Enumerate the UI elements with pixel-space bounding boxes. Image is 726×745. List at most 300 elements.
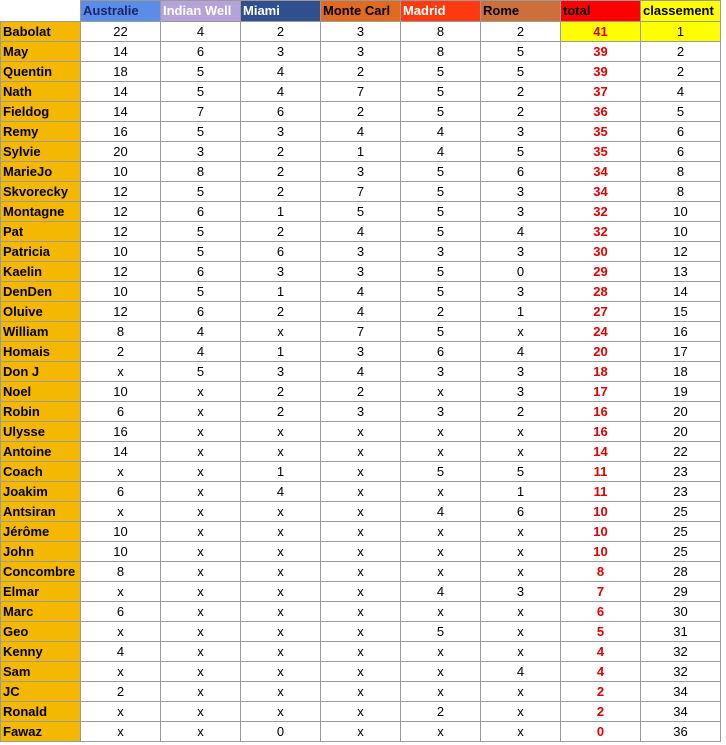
score-cell[interactable]: 3: [481, 182, 561, 202]
score-cell[interactable]: 2: [321, 102, 401, 122]
column-header[interactable]: Madrid: [401, 1, 481, 22]
score-cell[interactable]: 5: [401, 622, 481, 642]
score-cell[interactable]: 5: [401, 262, 481, 282]
rank-cell[interactable]: 29: [641, 582, 721, 602]
player-name-cell[interactable]: JC: [1, 682, 81, 702]
score-cell[interactable]: x: [241, 562, 321, 582]
score-cell[interactable]: 12: [81, 222, 161, 242]
score-cell[interactable]: 6: [161, 302, 241, 322]
rank-cell[interactable]: 17: [641, 342, 721, 362]
score-cell[interactable]: x: [81, 662, 161, 682]
score-cell[interactable]: 22: [81, 22, 161, 42]
score-cell[interactable]: x: [321, 622, 401, 642]
rank-cell[interactable]: 10: [641, 202, 721, 222]
column-header[interactable]: total: [561, 1, 641, 22]
rank-cell[interactable]: 2: [641, 62, 721, 82]
score-cell[interactable]: x: [481, 522, 561, 542]
score-cell[interactable]: 5: [161, 82, 241, 102]
total-cell[interactable]: 7: [561, 582, 641, 602]
player-name-cell[interactable]: Kaelin: [1, 262, 81, 282]
score-cell[interactable]: 1: [241, 342, 321, 362]
score-cell[interactable]: 2: [241, 402, 321, 422]
score-cell[interactable]: 4: [401, 502, 481, 522]
total-cell[interactable]: 11: [561, 482, 641, 502]
score-cell[interactable]: 12: [81, 302, 161, 322]
score-cell[interactable]: x: [241, 502, 321, 522]
score-cell[interactable]: x: [241, 622, 321, 642]
score-cell[interactable]: 5: [401, 202, 481, 222]
score-cell[interactable]: 12: [81, 182, 161, 202]
score-cell[interactable]: 7: [321, 82, 401, 102]
rank-cell[interactable]: 18: [641, 362, 721, 382]
total-cell[interactable]: 28: [561, 282, 641, 302]
score-cell[interactable]: x: [321, 642, 401, 662]
score-cell[interactable]: x: [401, 642, 481, 662]
rank-cell[interactable]: 23: [641, 462, 721, 482]
player-name-cell[interactable]: May: [1, 42, 81, 62]
score-cell[interactable]: 10: [81, 162, 161, 182]
total-cell[interactable]: 4: [561, 662, 641, 682]
score-cell[interactable]: x: [81, 722, 161, 742]
score-cell[interactable]: 5: [161, 222, 241, 242]
total-cell[interactable]: 36: [561, 102, 641, 122]
score-cell[interactable]: 10: [81, 282, 161, 302]
score-cell[interactable]: 5: [481, 42, 561, 62]
player-name-cell[interactable]: Elmar: [1, 582, 81, 602]
score-cell[interactable]: 5: [161, 122, 241, 142]
total-cell[interactable]: 30: [561, 242, 641, 262]
score-cell[interactable]: 10: [81, 542, 161, 562]
score-cell[interactable]: 6: [81, 602, 161, 622]
score-cell[interactable]: 6: [81, 402, 161, 422]
player-name-cell[interactable]: Montagne: [1, 202, 81, 222]
score-cell[interactable]: x: [401, 722, 481, 742]
score-cell[interactable]: x: [161, 562, 241, 582]
score-cell[interactable]: x: [321, 502, 401, 522]
score-cell[interactable]: 7: [161, 102, 241, 122]
player-name-cell[interactable]: Kenny: [1, 642, 81, 662]
score-cell[interactable]: x: [241, 702, 321, 722]
score-cell[interactable]: 3: [321, 342, 401, 362]
score-cell[interactable]: x: [401, 682, 481, 702]
column-header[interactable]: Indian Well: [161, 1, 241, 22]
score-cell[interactable]: 5: [401, 162, 481, 182]
score-cell[interactable]: x: [321, 442, 401, 462]
player-name-cell[interactable]: Patricia: [1, 242, 81, 262]
score-cell[interactable]: 2: [241, 382, 321, 402]
score-cell[interactable]: 8: [401, 22, 481, 42]
score-cell[interactable]: x: [321, 722, 401, 742]
score-cell[interactable]: 6: [241, 102, 321, 122]
score-cell[interactable]: x: [161, 402, 241, 422]
score-cell[interactable]: 2: [241, 142, 321, 162]
score-cell[interactable]: x: [401, 442, 481, 462]
score-cell[interactable]: x: [161, 682, 241, 702]
score-cell[interactable]: x: [481, 322, 561, 342]
score-cell[interactable]: x: [481, 422, 561, 442]
player-name-cell[interactable]: Concombre: [1, 562, 81, 582]
score-cell[interactable]: x: [321, 582, 401, 602]
score-cell[interactable]: x: [161, 422, 241, 442]
score-cell[interactable]: x: [241, 542, 321, 562]
score-cell[interactable]: x: [481, 702, 561, 722]
score-cell[interactable]: 16: [81, 422, 161, 442]
score-cell[interactable]: 1: [241, 462, 321, 482]
rank-cell[interactable]: 2: [641, 42, 721, 62]
player-name-cell[interactable]: Fawaz: [1, 722, 81, 742]
player-name-cell[interactable]: William: [1, 322, 81, 342]
total-cell[interactable]: 10: [561, 502, 641, 522]
score-cell[interactable]: 3: [241, 122, 321, 142]
score-cell[interactable]: 3: [241, 42, 321, 62]
score-cell[interactable]: 4: [81, 642, 161, 662]
rank-cell[interactable]: 30: [641, 602, 721, 622]
score-cell[interactable]: 2: [481, 22, 561, 42]
score-cell[interactable]: 5: [161, 62, 241, 82]
score-cell[interactable]: x: [161, 482, 241, 502]
score-cell[interactable]: x: [321, 462, 401, 482]
score-cell[interactable]: x: [241, 322, 321, 342]
rank-cell[interactable]: 12: [641, 242, 721, 262]
score-cell[interactable]: 6: [481, 502, 561, 522]
player-name-cell[interactable]: Nath: [1, 82, 81, 102]
player-name-cell[interactable]: Quentin: [1, 62, 81, 82]
player-name-cell[interactable]: Pat: [1, 222, 81, 242]
score-cell[interactable]: 10: [81, 242, 161, 262]
score-cell[interactable]: 2: [481, 102, 561, 122]
score-cell[interactable]: x: [481, 622, 561, 642]
score-cell[interactable]: x: [161, 382, 241, 402]
score-cell[interactable]: 1: [241, 202, 321, 222]
score-cell[interactable]: x: [241, 442, 321, 462]
score-cell[interactable]: 6: [241, 242, 321, 262]
score-cell[interactable]: x: [161, 642, 241, 662]
player-name-cell[interactable]: Antsiran: [1, 502, 81, 522]
score-cell[interactable]: 2: [321, 62, 401, 82]
total-cell[interactable]: 29: [561, 262, 641, 282]
score-cell[interactable]: 0: [241, 722, 321, 742]
rank-cell[interactable]: 5: [641, 102, 721, 122]
corner-cell[interactable]: [1, 1, 81, 22]
score-cell[interactable]: 4: [401, 142, 481, 162]
score-cell[interactable]: 2: [241, 222, 321, 242]
rank-cell[interactable]: 22: [641, 442, 721, 462]
rank-cell[interactable]: 34: [641, 682, 721, 702]
score-cell[interactable]: 8: [401, 42, 481, 62]
total-cell[interactable]: 35: [561, 122, 641, 142]
score-cell[interactable]: x: [161, 442, 241, 462]
score-cell[interactable]: x: [241, 602, 321, 622]
player-name-cell[interactable]: Remy: [1, 122, 81, 142]
score-cell[interactable]: x: [241, 682, 321, 702]
column-header[interactable]: Miami: [241, 1, 321, 22]
score-cell[interactable]: x: [401, 602, 481, 622]
score-cell[interactable]: 5: [401, 462, 481, 482]
score-cell[interactable]: 4: [241, 82, 321, 102]
score-cell[interactable]: 3: [321, 242, 401, 262]
score-cell[interactable]: 3: [401, 402, 481, 422]
score-cell[interactable]: 4: [161, 342, 241, 362]
score-cell[interactable]: x: [241, 522, 321, 542]
score-cell[interactable]: x: [321, 422, 401, 442]
rank-cell[interactable]: 25: [641, 542, 721, 562]
score-cell[interactable]: 2: [481, 402, 561, 422]
total-cell[interactable]: 27: [561, 302, 641, 322]
rank-cell[interactable]: 34: [641, 702, 721, 722]
score-cell[interactable]: 3: [401, 242, 481, 262]
score-cell[interactable]: x: [401, 562, 481, 582]
score-cell[interactable]: 3: [321, 162, 401, 182]
score-cell[interactable]: 3: [241, 262, 321, 282]
total-cell[interactable]: 16: [561, 402, 641, 422]
rank-cell[interactable]: 25: [641, 502, 721, 522]
score-cell[interactable]: x: [81, 702, 161, 722]
score-cell[interactable]: x: [401, 482, 481, 502]
score-cell[interactable]: 2: [241, 162, 321, 182]
score-cell[interactable]: 4: [401, 582, 481, 602]
total-cell[interactable]: 32: [561, 202, 641, 222]
score-cell[interactable]: 3: [161, 142, 241, 162]
score-cell[interactable]: 12: [81, 262, 161, 282]
player-name-cell[interactable]: Noel: [1, 382, 81, 402]
score-cell[interactable]: 4: [161, 322, 241, 342]
player-name-cell[interactable]: Ulysse: [1, 422, 81, 442]
score-cell[interactable]: 3: [241, 362, 321, 382]
score-cell[interactable]: 14: [81, 102, 161, 122]
total-cell[interactable]: 0: [561, 722, 641, 742]
score-cell[interactable]: x: [401, 662, 481, 682]
score-cell[interactable]: 6: [81, 482, 161, 502]
rank-cell[interactable]: 8: [641, 182, 721, 202]
score-cell[interactable]: 14: [81, 82, 161, 102]
score-cell[interactable]: 3: [401, 362, 481, 382]
score-cell[interactable]: 14: [81, 442, 161, 462]
score-cell[interactable]: 1: [481, 302, 561, 322]
rank-cell[interactable]: 36: [641, 722, 721, 742]
rank-cell[interactable]: 32: [641, 642, 721, 662]
score-cell[interactable]: 8: [161, 162, 241, 182]
score-cell[interactable]: 4: [481, 662, 561, 682]
score-cell[interactable]: 2: [241, 22, 321, 42]
player-name-cell[interactable]: Ronald: [1, 702, 81, 722]
total-cell[interactable]: 14: [561, 442, 641, 462]
score-cell[interactable]: 14: [81, 42, 161, 62]
score-cell[interactable]: 3: [481, 362, 561, 382]
score-cell[interactable]: 5: [401, 182, 481, 202]
score-cell[interactable]: 5: [161, 182, 241, 202]
column-header[interactable]: Australie: [81, 1, 161, 22]
score-cell[interactable]: 20: [81, 142, 161, 162]
score-cell[interactable]: 3: [481, 382, 561, 402]
score-cell[interactable]: 4: [241, 482, 321, 502]
score-cell[interactable]: 0: [481, 262, 561, 282]
score-cell[interactable]: x: [241, 662, 321, 682]
total-cell[interactable]: 16: [561, 422, 641, 442]
score-cell[interactable]: 8: [81, 562, 161, 582]
rank-cell[interactable]: 32: [641, 662, 721, 682]
score-cell[interactable]: 4: [241, 62, 321, 82]
column-header[interactable]: classement: [641, 1, 721, 22]
total-cell[interactable]: 37: [561, 82, 641, 102]
column-header[interactable]: Monte Carl: [321, 1, 401, 22]
column-header[interactable]: Rome: [481, 1, 561, 22]
score-cell[interactable]: 7: [321, 182, 401, 202]
score-cell[interactable]: 4: [401, 122, 481, 142]
score-cell[interactable]: 3: [481, 122, 561, 142]
player-name-cell[interactable]: DenDen: [1, 282, 81, 302]
total-cell[interactable]: 35: [561, 142, 641, 162]
rank-cell[interactable]: 4: [641, 82, 721, 102]
score-cell[interactable]: 7: [321, 322, 401, 342]
score-cell[interactable]: 6: [161, 262, 241, 282]
rank-cell[interactable]: 10: [641, 222, 721, 242]
score-cell[interactable]: 2: [401, 302, 481, 322]
score-cell[interactable]: x: [401, 542, 481, 562]
score-cell[interactable]: x: [241, 422, 321, 442]
player-name-cell[interactable]: Geo: [1, 622, 81, 642]
rank-cell[interactable]: 1: [641, 22, 721, 42]
score-cell[interactable]: x: [81, 462, 161, 482]
total-cell[interactable]: 41: [561, 22, 641, 42]
total-cell[interactable]: 17: [561, 382, 641, 402]
total-cell[interactable]: 24: [561, 322, 641, 342]
score-cell[interactable]: 3: [481, 582, 561, 602]
score-cell[interactable]: 6: [161, 202, 241, 222]
score-cell[interactable]: 16: [81, 122, 161, 142]
total-cell[interactable]: 5: [561, 622, 641, 642]
score-cell[interactable]: 1: [481, 482, 561, 502]
rank-cell[interactable]: 14: [641, 282, 721, 302]
score-cell[interactable]: 4: [161, 22, 241, 42]
rank-cell[interactable]: 20: [641, 422, 721, 442]
rank-cell[interactable]: 6: [641, 122, 721, 142]
score-cell[interactable]: x: [161, 722, 241, 742]
player-name-cell[interactable]: Antoine: [1, 442, 81, 462]
score-cell[interactable]: x: [161, 662, 241, 682]
player-name-cell[interactable]: Oluive: [1, 302, 81, 322]
rank-cell[interactable]: 15: [641, 302, 721, 322]
score-cell[interactable]: x: [81, 622, 161, 642]
player-name-cell[interactable]: Sam: [1, 662, 81, 682]
total-cell[interactable]: 34: [561, 182, 641, 202]
score-cell[interactable]: 5: [481, 62, 561, 82]
score-cell[interactable]: 4: [481, 222, 561, 242]
rank-cell[interactable]: 8: [641, 162, 721, 182]
score-cell[interactable]: 5: [161, 362, 241, 382]
total-cell[interactable]: 8: [561, 562, 641, 582]
score-cell[interactable]: 3: [321, 22, 401, 42]
score-cell[interactable]: 5: [401, 62, 481, 82]
total-cell[interactable]: 10: [561, 542, 641, 562]
score-cell[interactable]: 3: [481, 242, 561, 262]
score-cell[interactable]: x: [321, 482, 401, 502]
rank-cell[interactable]: 19: [641, 382, 721, 402]
player-name-cell[interactable]: Coach: [1, 462, 81, 482]
score-cell[interactable]: 2: [481, 82, 561, 102]
total-cell[interactable]: 39: [561, 62, 641, 82]
total-cell[interactable]: 39: [561, 42, 641, 62]
score-cell[interactable]: 18: [81, 62, 161, 82]
score-cell[interactable]: 2: [241, 182, 321, 202]
total-cell[interactable]: 2: [561, 682, 641, 702]
score-cell[interactable]: x: [81, 502, 161, 522]
player-name-cell[interactable]: Babolat: [1, 22, 81, 42]
player-name-cell[interactable]: Sylvie: [1, 142, 81, 162]
score-cell[interactable]: 5: [401, 282, 481, 302]
score-cell[interactable]: x: [481, 442, 561, 462]
player-name-cell[interactable]: Don J: [1, 362, 81, 382]
score-cell[interactable]: x: [481, 542, 561, 562]
score-cell[interactable]: 4: [321, 122, 401, 142]
total-cell[interactable]: 34: [561, 162, 641, 182]
score-cell[interactable]: 3: [321, 262, 401, 282]
score-cell[interactable]: x: [241, 582, 321, 602]
total-cell[interactable]: 6: [561, 602, 641, 622]
score-cell[interactable]: x: [161, 702, 241, 722]
score-cell[interactable]: x: [481, 602, 561, 622]
score-cell[interactable]: 8: [81, 322, 161, 342]
score-cell[interactable]: 10: [81, 522, 161, 542]
rank-cell[interactable]: 31: [641, 622, 721, 642]
score-cell[interactable]: x: [161, 542, 241, 562]
score-cell[interactable]: 3: [321, 402, 401, 422]
total-cell[interactable]: 4: [561, 642, 641, 662]
score-cell[interactable]: 5: [161, 242, 241, 262]
score-cell[interactable]: x: [161, 502, 241, 522]
player-name-cell[interactable]: Homais: [1, 342, 81, 362]
total-cell[interactable]: 2: [561, 702, 641, 722]
total-cell[interactable]: 32: [561, 222, 641, 242]
player-name-cell[interactable]: Joakim: [1, 482, 81, 502]
score-cell[interactable]: 6: [481, 162, 561, 182]
score-cell[interactable]: x: [321, 682, 401, 702]
total-cell[interactable]: 18: [561, 362, 641, 382]
score-cell[interactable]: x: [161, 462, 241, 482]
rank-cell[interactable]: 6: [641, 142, 721, 162]
rank-cell[interactable]: 20: [641, 402, 721, 422]
score-cell[interactable]: 2: [401, 702, 481, 722]
score-cell[interactable]: 5: [481, 462, 561, 482]
score-cell[interactable]: x: [161, 602, 241, 622]
score-cell[interactable]: 4: [321, 362, 401, 382]
score-cell[interactable]: 5: [481, 142, 561, 162]
score-cell[interactable]: x: [401, 422, 481, 442]
score-cell[interactable]: x: [481, 682, 561, 702]
score-cell[interactable]: 2: [81, 342, 161, 362]
score-cell[interactable]: 4: [321, 302, 401, 322]
score-cell[interactable]: 1: [321, 142, 401, 162]
score-cell[interactable]: 12: [81, 202, 161, 222]
player-name-cell[interactable]: Jérôme: [1, 522, 81, 542]
score-cell[interactable]: 5: [401, 82, 481, 102]
total-cell[interactable]: 11: [561, 462, 641, 482]
score-cell[interactable]: 2: [241, 302, 321, 322]
score-cell[interactable]: x: [321, 662, 401, 682]
score-cell[interactable]: 5: [401, 322, 481, 342]
score-cell[interactable]: 4: [321, 222, 401, 242]
total-cell[interactable]: 20: [561, 342, 641, 362]
score-cell[interactable]: x: [481, 722, 561, 742]
rank-cell[interactable]: 13: [641, 262, 721, 282]
score-cell[interactable]: x: [81, 362, 161, 382]
score-cell[interactable]: x: [401, 382, 481, 402]
score-cell[interactable]: 5: [161, 282, 241, 302]
score-cell[interactable]: 6: [161, 42, 241, 62]
score-cell[interactable]: 3: [481, 202, 561, 222]
score-cell[interactable]: x: [321, 702, 401, 722]
rank-cell[interactable]: 25: [641, 522, 721, 542]
score-cell[interactable]: 3: [321, 42, 401, 62]
